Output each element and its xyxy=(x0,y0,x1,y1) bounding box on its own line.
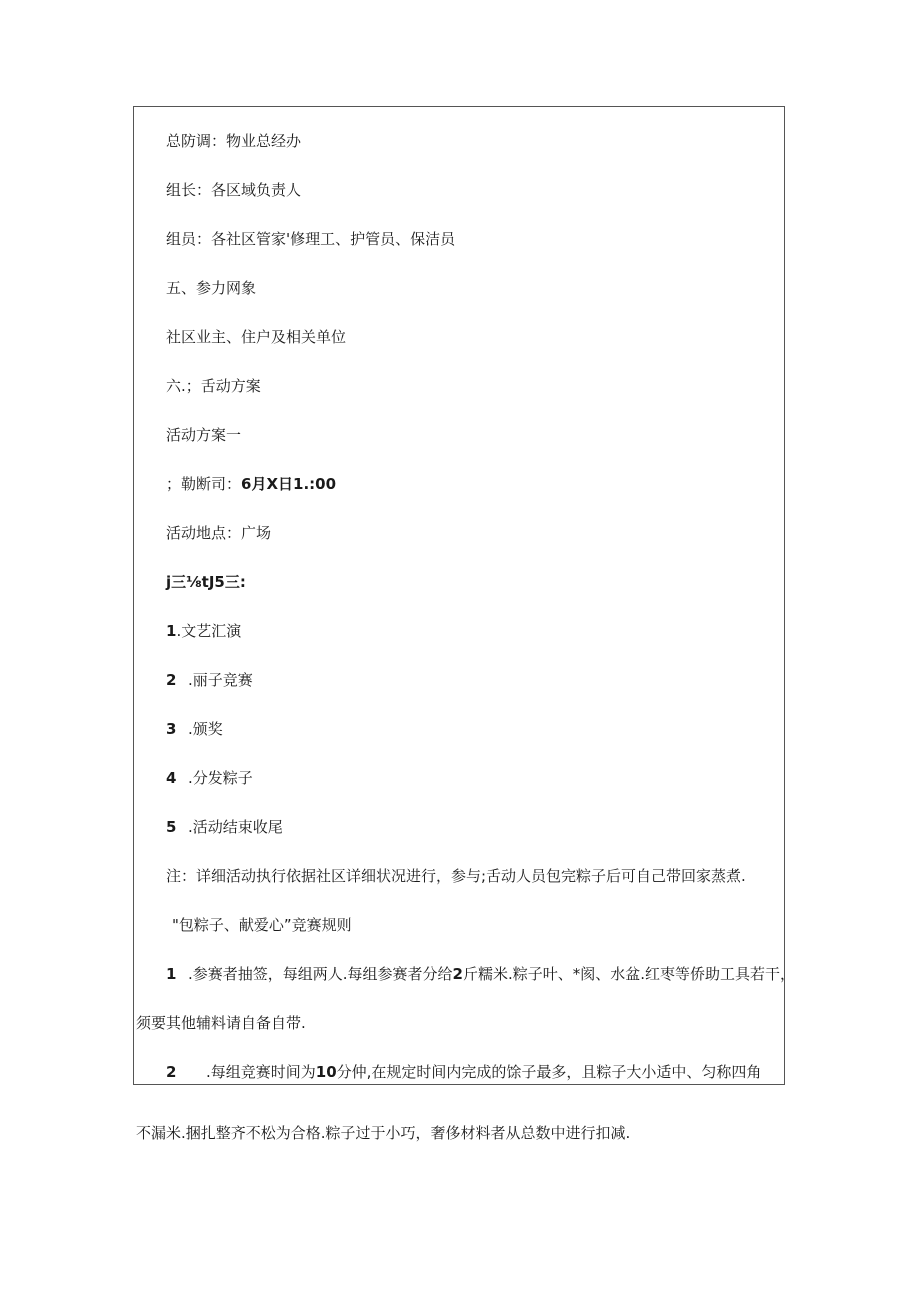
rule-amount: 2 xyxy=(452,965,463,983)
list-item-text: .文艺汇演 xyxy=(176,622,242,640)
rule-item xyxy=(166,1062,761,1082)
list-item xyxy=(166,670,253,690)
document-frame xyxy=(133,106,785,1085)
rule-text: .每组竞赛时间为 xyxy=(206,1063,316,1081)
rule-text-rest: 斤糯米.粽子叶、*阂、水盆.红枣等侨助工具若干， xyxy=(462,965,796,983)
list-item xyxy=(166,719,223,739)
rule-duration: 10 xyxy=(315,1063,337,1081)
rule-text-rest: 分仲,在规定时间内完成的馀子最多，且粽子大小适中、匀称四角 xyxy=(336,1063,762,1081)
list-item xyxy=(166,621,241,641)
text-line: 总防调：物业总经办 xyxy=(166,132,302,150)
list-item-number: 3 xyxy=(166,720,177,738)
list-item-text: .活动结束收尾 xyxy=(188,818,283,836)
time-label: ；勒断司： xyxy=(166,475,242,493)
time-line xyxy=(166,474,336,494)
time-value: 6月X日1.:00 xyxy=(241,475,337,493)
rule-text: .参赛者抽签，每组两人.每组参赛者分给 xyxy=(188,965,453,983)
text-line: 组员：各社区管家'修理工、护管员、保洁员 xyxy=(166,230,456,248)
list-item-text: .分发粽子 xyxy=(188,769,253,787)
text-line: 社区业主、住户及相关单位 xyxy=(166,328,347,346)
text-line: 须要其他辅料请自备自带. xyxy=(136,1014,306,1032)
list-item-number: 1 xyxy=(166,622,177,640)
list-item-text: .丽子竞赛 xyxy=(188,671,253,689)
rules-title: "包粽子、献爱心”竞赛规则 xyxy=(172,916,352,934)
section-heading: 六.；舌动方案 xyxy=(166,377,261,395)
text-line: 不漏米.捆扎整齐不松为合格.粽子过于小巧，奢侈材料者从总数中进行扣减. xyxy=(136,1124,631,1142)
list-item-text: .颁奖 xyxy=(188,720,223,738)
list-item xyxy=(166,768,253,788)
text-line: 组长：各区域负责人 xyxy=(166,181,302,199)
rule-item xyxy=(166,964,795,984)
list-item-number: 4 xyxy=(166,769,177,787)
text-line: 活动地点：广场 xyxy=(166,524,272,542)
rule-number: 2 xyxy=(166,1063,177,1081)
list-item xyxy=(166,817,283,837)
rule-number: 1 xyxy=(166,965,177,983)
list-item-number: 2 xyxy=(166,671,177,689)
section-heading: 五、参力网象 xyxy=(166,279,257,297)
note-line: 注：详细活动执行依据社区详细状况进行，参与;舌动人员包完粽子后可自己带回家蒸煮. xyxy=(166,867,746,885)
text-line: 活动方案一 xyxy=(166,426,242,444)
list-item-number: 5 xyxy=(166,818,177,836)
text-line: j三⅛tJ5三: xyxy=(166,573,246,591)
